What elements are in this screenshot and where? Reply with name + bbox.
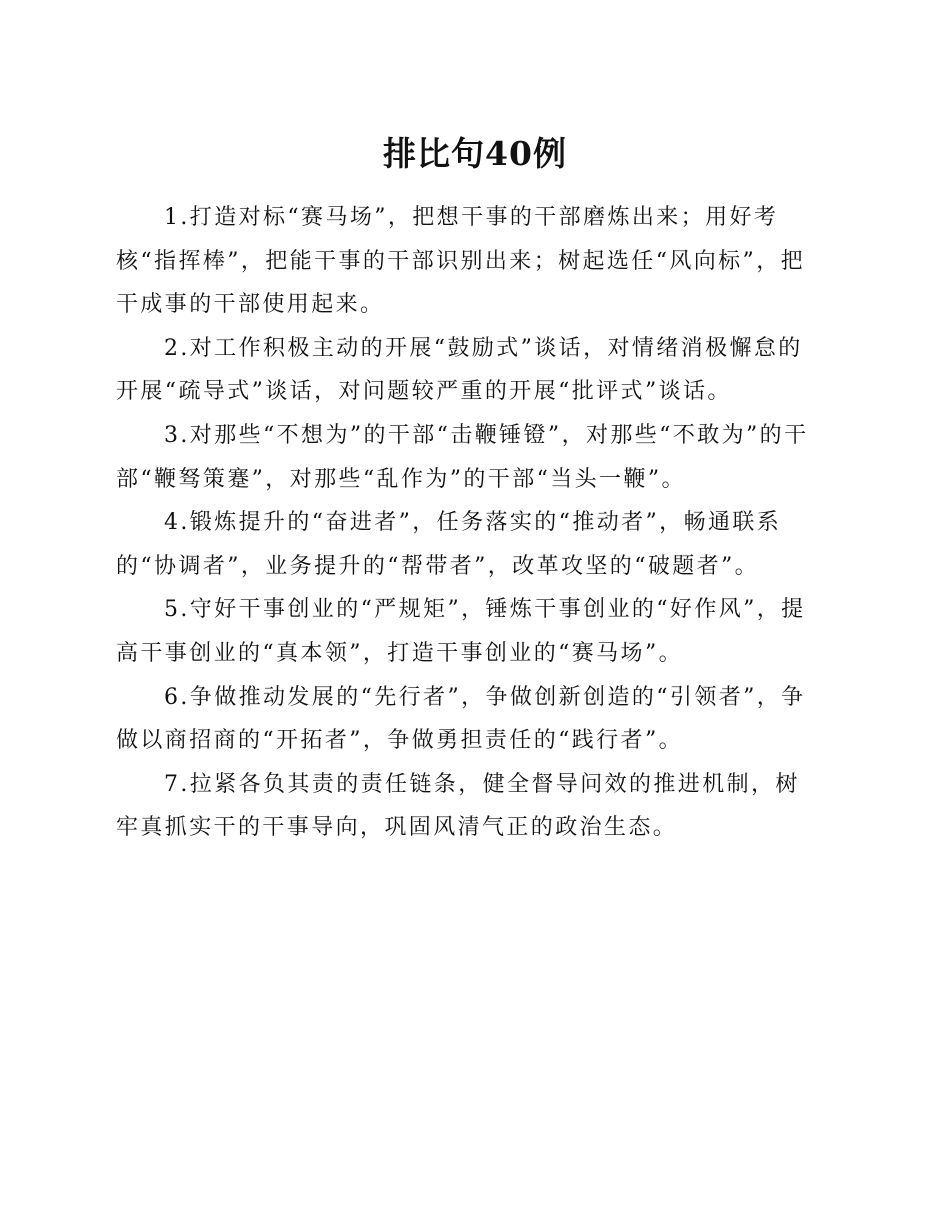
paragraph-6: 6.争做推动发展的“先行者”，争做创新创造的“引领者”，争做以商招商的“开拓者”，争做勇担责任的“践行者”。	[116, 684, 806, 754]
document-title: 排比句40例	[383, 134, 567, 173]
paragraph-7: 7.拉紧各负其责的责任链条，健全督导问效的推进机制，树牢真抓实干的干事导向，巩固风清气正的政治生态。	[116, 771, 800, 841]
paragraph-4: 4.锻炼提升的“奋进者”，任务落实的“推动者”，畅通联系的“协调者”，业务提升的“帮带者”，改革攻坚的“破题者”。	[116, 510, 782, 579]
paragraph-3: 3.对那些“不想为”的干部“击鞭锤镫”，对那些“不敢为”的干部“鞭驽策蹇”，对那些“乱作为”的干部“当头一鞭”。	[116, 422, 809, 492]
paragraph-1: 1.打造对标“赛马场”，把想干事的干部磨炼出来；用好考核“指挥棒”，把能干事的干部识别出来；树起选任“风向标”，把干成事的干部使用起来。	[116, 205, 805, 318]
paragraph-2: 2.对工作积极主动的开展“鼓励式”谈话，对情绪消极懈怠的开展“疏导式”谈话，对问题较严重的开展“批评式”谈话。	[116, 335, 803, 405]
document-body	[116, 196, 814, 850]
paragraph-5: 5.守好干事创业的“严规矩”，锤炼干事创业的“好作风”，提高干事创业的“真本领”，打造干事创业的“赛马场”。	[116, 597, 806, 666]
